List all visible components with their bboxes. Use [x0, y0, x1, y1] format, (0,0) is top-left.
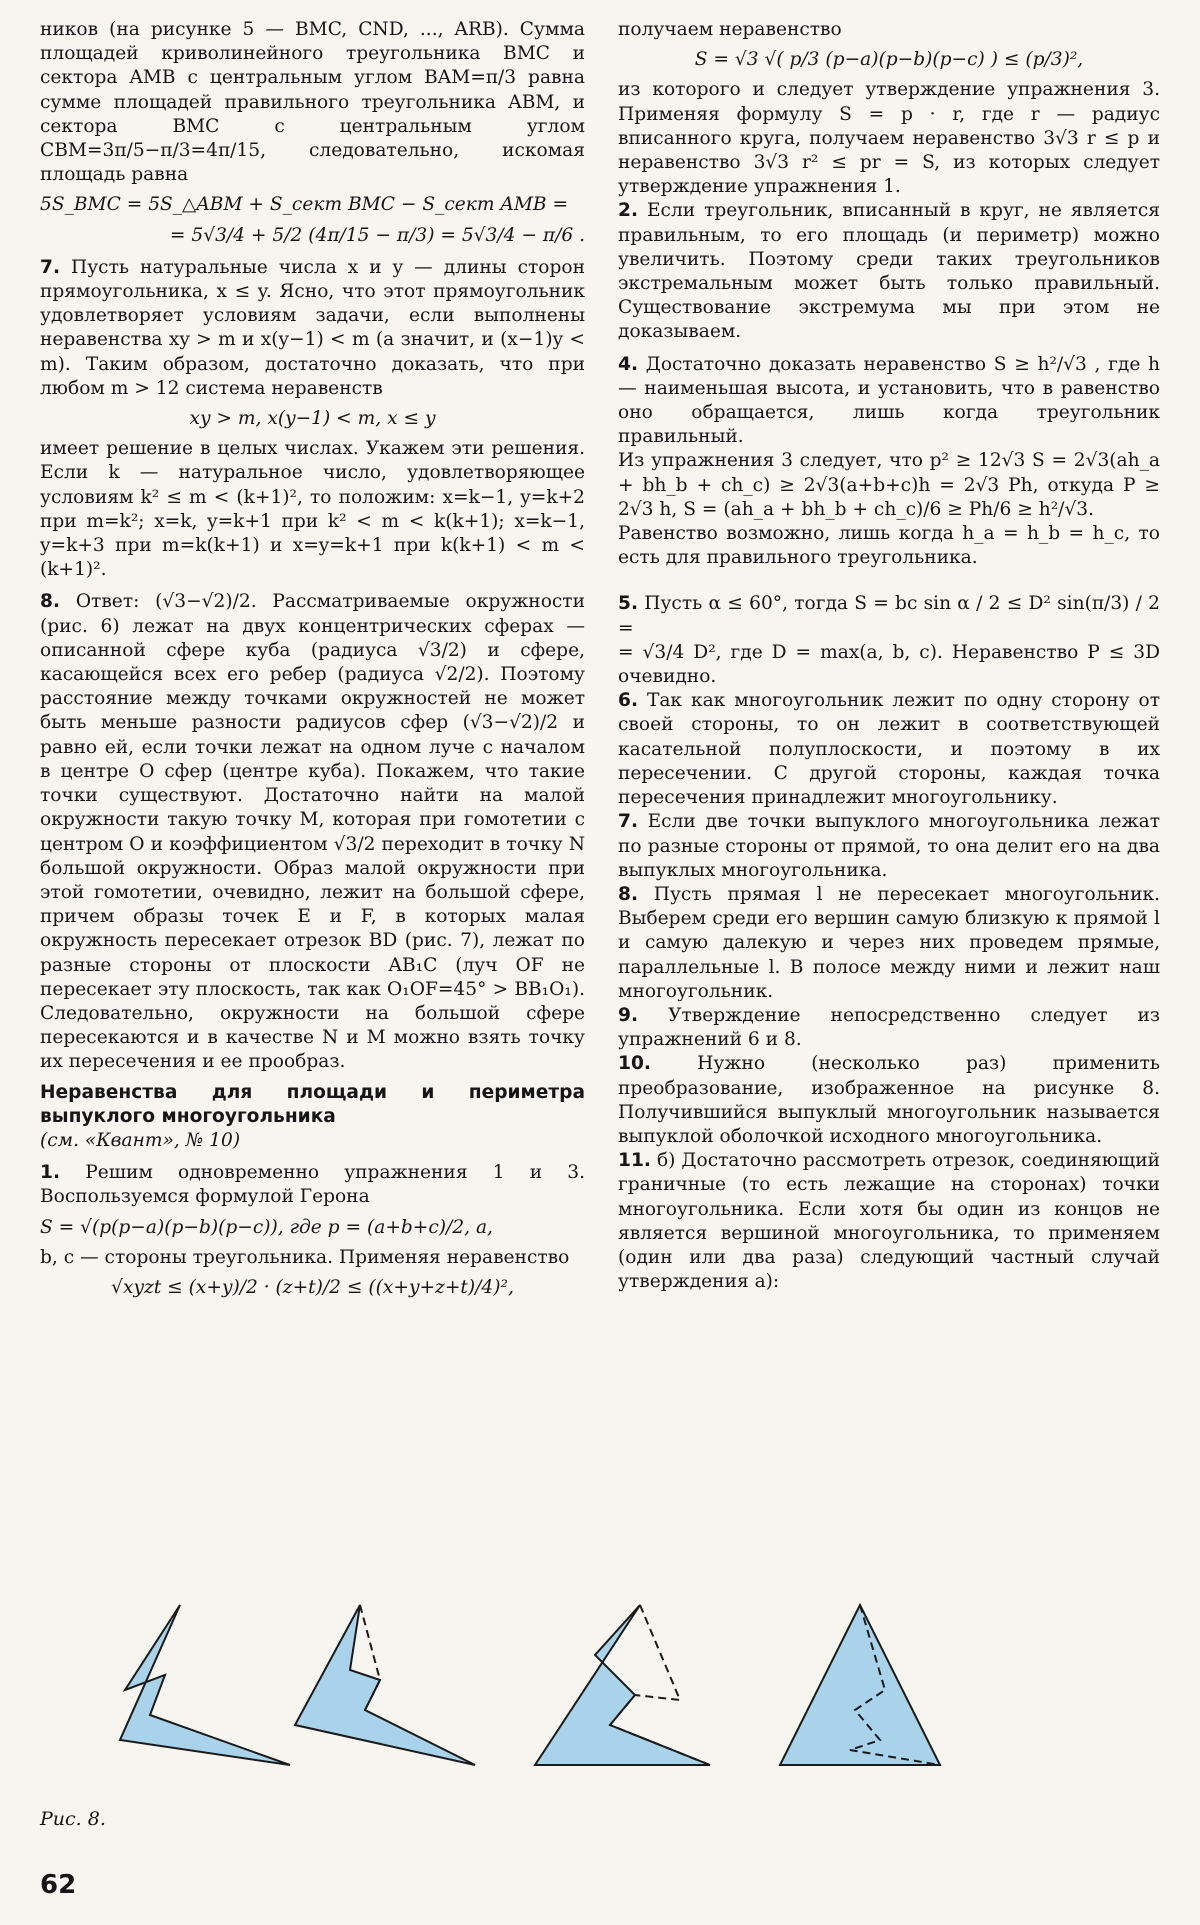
paragraph [40, 590, 585, 1074]
paragraph [618, 1004, 1160, 1052]
exercise-number: 11. [618, 1150, 651, 1172]
exercise-text: Если две точки выпуклого многоугольника лежат по разные стороны от прямой, то она делит его на два выпуклых многоугольника. [618, 811, 1160, 881]
exercise-text: Утверждение непосредственно следует из упражнений 6 и 8. [618, 1004, 1160, 1051]
right-column [618, 18, 1160, 1294]
section-reference: (см. «Квант», № 10) [40, 1129, 241, 1151]
exercise-text: Так как многоугольник лежит по одну сторону от своей стороны, то он лежит в соответствующей касательной полуплоскости, и поэтому в их пересечении. С другой стороны, каждая точка пересечения принадлежит многоугольнику. [618, 690, 1160, 809]
exercise-number: 4. [618, 353, 639, 375]
formula: = 5√3/4 + 5/2 (4π/15 − π/3) = 5√3/4 − π/6 . [169, 224, 585, 246]
page-number: 62 [40, 1870, 77, 1900]
left-column [40, 18, 585, 1306]
formula: √xyzt ≤ (x+y)/2 · (z+t)/2 ≤ ((x+y+z+t)/4)², [111, 1276, 514, 1298]
paragraph [40, 1161, 585, 1209]
paragraph [618, 1149, 1160, 1294]
exercise-text: Нужно (несколько раз) применить преобразование, изображенное на рисунке 8. Получившийся выпуклый многоугольник называется выпуклой оболочкой исходного многоугольника. [618, 1053, 1160, 1147]
exercise-text: Ответ: (√3−√2)/2. Рассматриваемые окружности (рис. 6) лежат на двух концентрических сферах — описанной сфере куба (радиуса √3/2) и сфере, касающейся всех его ребер (радиуса √2/2). Поэтому расстояние между точками окружностей не может быть меньше разности радиусов сфер (√3−√2)/2 и равно ей, если точки лежат на одном луче с началом в центре O сфер (центре куба). Покажем, что такие точки существуют. Достаточно найти на малой окружности такую точку M, которая при гомотетии с центром O и коэффициентом √3/2 переходит в точку N большой окружности. Образ малой окружности при этой гомотетии, очевидно, лежит на большой сфере, причем образы точек E и F, в которых малая окружность пересекает отрезок BD (рис. 7), лежат по разные стороны от плоскости AB₁C (луч OF не пересекает эту плоскость, так как O₁OF=45° > BB₁O₁). Следовательно, окружности на большой сфере пересекаются и в качестве N и M можно взять точку их пересечения и ее прообраз. [40, 591, 585, 1073]
paragraph: b, c — стороны треугольника. Применяя неравенство [40, 1246, 570, 1268]
paragraph: из которого и следует утверждение упражнения 3. Применяя формулу S = p · r, где r — радиус вписанного круга, получаем неравенство 3√3 r ≤ p и неравенство 3√3 r² ≤ pr = S, из которых следует утверждение упражнения 1. [618, 79, 1160, 198]
paragraph [40, 256, 585, 401]
exercise-text: Если треугольник, вписанный в круг, не является правильным, то его площадь (и периметр) можно увеличить. Поэтому среди таких треугольников экстремальным может быть только правильный. Существование экстремума мы при этом не доказываем. [618, 200, 1161, 343]
paragraph [618, 353, 1160, 450]
paragraph: = √3/4 D², где D = max(a, b, c). Неравенство P ≤ 3D очевидно. [618, 641, 1160, 688]
paragraph: получаем неравенство [618, 19, 842, 40]
paragraph [618, 592, 1160, 640]
formula: S = √(p(p−a)(p−b)(p−c)), где p = (a+b+c)/2, a, [40, 1216, 493, 1238]
exercise-text: б) Достаточно рассмотреть отрезок, соединяющий граничные (то есть лежащие на сторонах) точки многоугольника. Если хотя бы один из концов не является вершиной многоугольника, то применяем (один или два раза) следующий частный случай утверждения а): [618, 1150, 1160, 1293]
exercise-number: 2. [618, 200, 639, 222]
exercise-number: 8. [40, 591, 61, 613]
paragraph: имеет решение в целых числах. Укажем эти решения. Если k — натуральное число, удовлетворяющее условиям k² ≤ m < (k+1)², то положим: x=k−1, y=k+2 при m=k²; x=k, y=k+1 при k² < m < k(k+1); x=k−1, y=k+3 при m=k(k+1) и x=y=k+1 при k(k+1) < m < (k+1)². [40, 438, 585, 581]
paragraph [618, 810, 1160, 883]
paragraph: Из упражнения 3 следует, что p² ≥ 12√3 S = 2√3(ah_a + bh_b + ch_c) ≥ 2√3(a+b+c)h = 2√3 Ph, откуда P ≥ 2√3 h, S = (ah_a + bh_b + ch_c)/6 ≥ Ph/6 ≥ h²/√3. [618, 450, 1160, 520]
formula: xy > m, x(y−1) < m, x ≤ y [189, 408, 436, 430]
paragraph: ников (на рисунке 5 — BMC, CND, ..., ARB). Сумма площадей криволинейного треугольника BMC и сектора AMB с центральным углом BAM=π/3 равна сумме площадей правильного треугольника ABM, и сектора BMC с центральным углом CBM=3π/5−π/3=4π/15, следовательно, искомая площадь равна [40, 19, 585, 186]
section-title: Неравенства для площади и периметра выпуклого многоугольника [40, 1081, 585, 1127]
polygon-step-1 [295, 1605, 475, 1765]
polygon-step-2 [535, 1605, 710, 1765]
paragraph: Равенство возможно, лишь когда h_a = h_b = h_c, то есть для правильного треугольника. [618, 523, 1160, 569]
exercise-number: 10. [618, 1053, 651, 1075]
exercise-number: 8. [618, 883, 639, 905]
exercise-text: Пусть α ≤ 60°, тогда S = bc sin α / 2 ≤ D² sin(π/3) / 2 = [618, 593, 1160, 639]
exercise-text: Пусть прямая l не пересекает многоугольник. Выберем среди его вершин самую близкую к прямой l и самую далекую и через них проведем прямые, параллельные l. В полосе между ними и лежит наш многоугольник. [618, 883, 1160, 1002]
exercise-number: 6. [618, 690, 639, 712]
exercise-number: 7. [618, 811, 639, 833]
exercise-number: 5. [618, 593, 639, 615]
figure-caption: Рис. 8. [40, 1808, 106, 1830]
paragraph [618, 689, 1160, 810]
exercise-number: 7. [40, 256, 61, 278]
formula: 5S_BMC = 5S_△ABM + S_сект BMC − S_сект AMB = [40, 194, 569, 216]
exercise-number: 9. [618, 1004, 639, 1026]
formula: S = √3 √( p/3 (p−a)(p−b)(p−c) ) ≤ (p/3)², [694, 49, 1084, 71]
polygon-original [120, 1605, 290, 1765]
exercise-text: Решим одновременно упражнения 1 и 3. Воспользуемся формулой Герона [40, 1162, 585, 1208]
paragraph [618, 1052, 1160, 1149]
exercise-text: Достаточно доказать неравенство S ≥ h²/√3 , где h — наименьшая высота, и установить, что в равенство оно обращается, лишь когда треугольник правильный. [618, 353, 1160, 448]
exercise-text: Пусть натуральные числа x и y — длины сторон прямоугольника, x ≤ y. Ясно, что этот прямоугольник удовлетворяет условиям задачи, если выполнены неравенства xy > m и x(y−1) < m (а значит, и (x−1)y < m). Таким образом, достаточно доказать, что при любом m > 12 система неравенств [40, 256, 585, 399]
exercise-number: 1. [40, 1162, 61, 1184]
paragraph [618, 883, 1160, 1004]
figure-8 [90, 1600, 1170, 1770]
polygon-convex-hull [780, 1605, 940, 1765]
paragraph [618, 199, 1160, 344]
